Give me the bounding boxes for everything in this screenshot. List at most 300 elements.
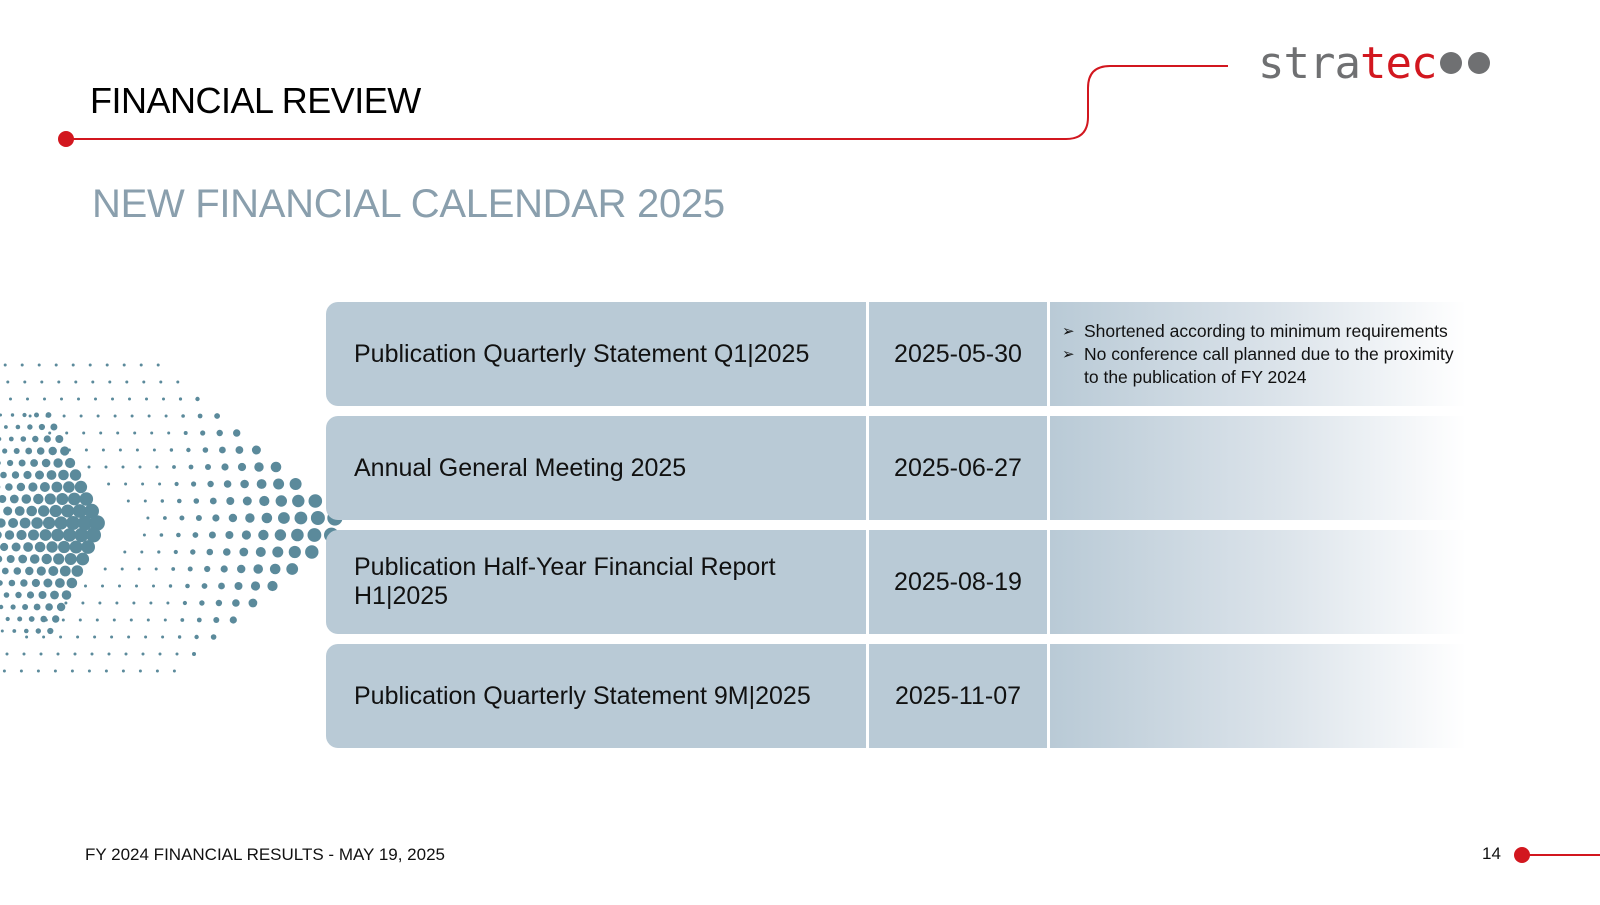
decorative-dot xyxy=(139,670,142,673)
decorative-dot xyxy=(29,616,35,622)
decorative-dot xyxy=(111,398,114,401)
decorative-dot xyxy=(200,430,205,435)
decorative-dot xyxy=(94,398,97,401)
decorative-dot xyxy=(199,600,204,605)
decorative-dot xyxy=(160,533,164,537)
decorative-dot xyxy=(192,652,196,656)
decorative-dot xyxy=(38,505,49,516)
note-text: Shortened according to minimum requirements xyxy=(1084,321,1448,341)
decorative-dot xyxy=(0,414,2,417)
decorative-dot xyxy=(205,464,211,470)
decorative-dot xyxy=(190,549,195,554)
decorative-dot xyxy=(71,670,74,673)
note-item xyxy=(1062,320,1466,343)
decorative-dot xyxy=(3,507,12,516)
decorative-dot xyxy=(123,551,126,554)
decorative-dot xyxy=(33,494,43,504)
decorative-dot xyxy=(140,364,143,367)
decorative-dot xyxy=(64,602,67,605)
decorative-dot xyxy=(237,565,245,573)
decorative-dot xyxy=(20,670,23,673)
decorative-dot xyxy=(254,462,263,471)
decorative-dot xyxy=(159,653,162,656)
decorative-dot xyxy=(61,505,74,518)
arrowhead-bullet-icon: ➢ xyxy=(1062,346,1075,363)
decorative-dot xyxy=(22,413,26,417)
decorative-dot xyxy=(184,431,188,435)
decorative-dot xyxy=(150,432,153,435)
decorative-dot xyxy=(55,364,58,367)
decorative-dot xyxy=(77,398,80,401)
decorative-dot xyxy=(308,528,322,542)
decorative-dot xyxy=(230,616,237,623)
decorative-dot xyxy=(65,553,77,565)
decorative-dot xyxy=(105,466,108,469)
decorative-dot xyxy=(12,471,19,478)
decorative-dot xyxy=(18,555,27,564)
decorative-dot xyxy=(16,425,21,430)
decorative-dot xyxy=(42,554,52,564)
decorative-dot xyxy=(217,430,223,436)
decorative-dot xyxy=(23,381,26,384)
decorative-dot xyxy=(34,413,39,418)
note-text: No conference call planned due to the proximity to the publication of FY 2024 xyxy=(1084,344,1454,387)
decorative-dot xyxy=(158,483,161,486)
decorative-dot xyxy=(143,534,146,537)
decorative-dot xyxy=(162,398,165,401)
decorative-dot xyxy=(16,530,26,540)
decorative-dot xyxy=(185,584,190,589)
decorative-dot xyxy=(40,482,50,492)
decorative-dot xyxy=(26,398,29,401)
decorative-dot xyxy=(52,482,63,493)
event-cell: Annual General Meeting 2025 xyxy=(326,416,866,520)
decorative-dot xyxy=(295,512,308,525)
decorative-dot xyxy=(35,471,44,480)
decorative-dot xyxy=(79,619,82,622)
decorative-dot xyxy=(43,398,46,401)
decorative-dot xyxy=(46,412,52,418)
decorative-dot xyxy=(193,532,199,538)
decorative-dot xyxy=(22,494,32,504)
decorative-dot xyxy=(81,602,84,605)
decorative-dot xyxy=(171,567,175,571)
decorative-dot xyxy=(93,636,96,639)
decorative-dot xyxy=(23,653,26,656)
decorative-dot xyxy=(11,413,14,416)
decorative-dot xyxy=(238,463,246,471)
decorative-dot xyxy=(209,532,216,539)
decorative-dot xyxy=(275,529,286,540)
decorative-dot xyxy=(225,531,233,539)
decorative-dot xyxy=(153,449,156,452)
decorative-dot xyxy=(37,670,40,673)
decorative-dot xyxy=(57,381,60,384)
decorative-dot xyxy=(219,447,226,454)
decorative-dot xyxy=(223,548,231,556)
decorative-dot xyxy=(195,397,199,401)
decorative-dot xyxy=(216,600,222,606)
decorative-dot xyxy=(23,471,31,479)
decorative-dot xyxy=(114,415,117,418)
decorative-dot xyxy=(40,529,52,541)
decorative-dot xyxy=(12,629,16,633)
decorative-dot xyxy=(270,564,281,575)
decorative-dot xyxy=(40,653,43,656)
decorative-dot xyxy=(17,617,22,622)
decorative-dot xyxy=(42,459,51,468)
decorative-dot xyxy=(194,635,198,639)
decorative-dot xyxy=(63,528,76,541)
decorative-dot xyxy=(0,472,7,479)
decorative-dot xyxy=(211,634,217,640)
decorative-dot xyxy=(152,585,155,588)
decorative-dot xyxy=(292,495,304,507)
decorative-dot xyxy=(138,568,141,571)
decorative-dot xyxy=(166,602,169,605)
decorative-dot xyxy=(108,381,111,384)
decorative-dot xyxy=(191,481,196,486)
decorative-dot xyxy=(239,548,248,557)
decorative-dot xyxy=(30,459,38,467)
decorative-dot xyxy=(251,581,260,590)
decorative-dot xyxy=(21,364,24,367)
decorative-dot xyxy=(204,566,210,572)
decorative-dot xyxy=(0,580,3,586)
decorative-dot xyxy=(46,541,57,552)
footer-accent-line xyxy=(1505,840,1600,870)
decorative-dot xyxy=(65,458,75,468)
decorative-dot xyxy=(127,636,130,639)
decorative-dot xyxy=(196,515,202,521)
decorative-dot xyxy=(135,585,138,588)
decorative-dot xyxy=(146,517,149,520)
decorative-dot xyxy=(121,568,124,571)
decorative-dot xyxy=(40,381,43,384)
decorative-dot xyxy=(0,460,1,465)
decorative-dot xyxy=(37,566,46,575)
decorative-dot xyxy=(131,415,134,418)
decorative-dot xyxy=(32,579,40,587)
decorative-dot xyxy=(212,514,219,521)
decorative-dot xyxy=(5,483,13,491)
decorative-dot xyxy=(39,424,45,430)
decorative-dot xyxy=(142,653,145,656)
date-cell: 2025-08-19 xyxy=(869,530,1047,634)
decorative-dot xyxy=(243,497,252,506)
decorative-dot xyxy=(233,429,240,436)
decorative-dot xyxy=(176,533,181,538)
decorative-dot xyxy=(214,413,220,419)
decorative-dot xyxy=(276,495,287,506)
decorative-dot xyxy=(70,469,81,480)
decorative-dot xyxy=(88,466,91,469)
decorative-dot xyxy=(0,495,6,503)
decorative-dot xyxy=(9,398,12,401)
decorative-dot xyxy=(164,619,167,622)
decorative-dot xyxy=(60,398,63,401)
decorative-dot xyxy=(32,436,38,442)
decorative-dot xyxy=(253,564,263,574)
decorative-dot xyxy=(259,496,269,506)
decorative-dot xyxy=(144,500,147,503)
decorative-dot xyxy=(309,494,323,508)
decorative-dot xyxy=(106,364,109,367)
decorative-dot xyxy=(99,432,102,435)
logo-text-grey: stra xyxy=(1258,37,1360,89)
decorative-dot xyxy=(173,670,176,673)
decorative-dot xyxy=(43,517,55,529)
decorative-dot xyxy=(144,636,147,639)
decorative-dot xyxy=(107,483,110,486)
decorative-dot xyxy=(37,447,45,455)
decorative-dot xyxy=(4,425,8,429)
decorative-dot xyxy=(252,446,261,455)
date-cell: 2025-06-27 xyxy=(869,416,1047,520)
decorative-dot xyxy=(0,543,8,551)
decorative-dot xyxy=(178,635,181,638)
decorative-dot xyxy=(80,415,83,418)
decorative-dot xyxy=(45,603,53,611)
decorative-dot xyxy=(157,364,160,367)
decorative-dot xyxy=(76,553,89,566)
decorative-dot xyxy=(53,553,64,564)
decorative-dot xyxy=(210,498,217,505)
decorative-dot xyxy=(110,636,113,639)
decorative-dot xyxy=(35,542,46,553)
decorative-dot xyxy=(249,599,258,608)
decorative-dot xyxy=(40,616,47,623)
date-cell: 2025-11-07 xyxy=(869,644,1047,748)
decorative-dot xyxy=(6,653,9,656)
decorative-dot xyxy=(273,479,284,490)
decorative-dot xyxy=(84,585,87,588)
decorative-dot xyxy=(291,529,304,542)
slide-title: NEW FINANCIAL CALENDAR 2025 xyxy=(92,182,725,226)
decorative-dot xyxy=(169,584,172,587)
decorative-dot xyxy=(54,670,57,673)
decorative-dot xyxy=(27,591,34,598)
decorative-dot xyxy=(36,628,41,633)
decorative-dot xyxy=(226,497,234,505)
decorative-dot xyxy=(58,470,69,481)
decorative-dot xyxy=(38,364,41,367)
decorative-dot xyxy=(213,617,219,623)
decorative-dot xyxy=(4,592,10,598)
decorative-dot xyxy=(176,653,179,656)
decorative-dot xyxy=(183,601,187,605)
logo-dot-icon xyxy=(1468,52,1490,74)
decorative-dot xyxy=(257,479,267,489)
decorative-dot xyxy=(27,424,32,429)
decorative-dot xyxy=(10,495,19,504)
notes-cell xyxy=(1050,530,1466,634)
decorative-dot xyxy=(278,512,290,524)
decorative-dot xyxy=(13,567,21,575)
decorative-dot xyxy=(62,590,72,600)
decorative-dot xyxy=(53,458,62,467)
decorative-dot xyxy=(3,670,6,673)
decorative-dot xyxy=(240,480,249,489)
decorative-dot xyxy=(139,466,142,469)
decorative-dot xyxy=(262,513,273,524)
decorative-dot xyxy=(148,415,151,418)
decorative-dot xyxy=(55,435,63,443)
decorative-dot xyxy=(272,547,283,558)
decorative-dot xyxy=(2,568,9,575)
decorative-dot xyxy=(74,381,77,384)
decorative-dot xyxy=(235,582,243,590)
decorative-dot xyxy=(58,541,70,553)
decorative-dot xyxy=(68,493,81,506)
decorative-dot xyxy=(14,448,20,454)
decorative-dot xyxy=(22,604,28,610)
decorative-dot xyxy=(181,414,185,418)
logo-text-red: tec xyxy=(1359,37,1437,89)
stratec-logo xyxy=(1258,38,1490,88)
decorative-dot xyxy=(26,506,37,517)
decorative-dot xyxy=(256,547,266,557)
decorative-dot xyxy=(207,549,214,556)
decorative-dot xyxy=(62,619,65,622)
decorative-dot xyxy=(163,516,167,520)
decorative-dot xyxy=(207,481,213,487)
decorative-dot xyxy=(72,565,84,577)
decorative-dot xyxy=(60,446,69,455)
decorative-dot xyxy=(70,541,83,554)
decorative-dot xyxy=(0,555,2,562)
decorative-dot xyxy=(5,530,14,539)
decorative-dot xyxy=(63,481,75,493)
decorative-dot xyxy=(118,585,121,588)
decorative-dot xyxy=(9,580,16,587)
decorative-dot xyxy=(119,449,122,452)
decorative-dot xyxy=(290,478,302,490)
decorative-dot xyxy=(141,483,144,486)
decorative-dot xyxy=(51,529,64,542)
decorative-dot xyxy=(42,636,45,639)
decorative-dot xyxy=(133,432,136,435)
decorative-dot xyxy=(60,566,71,577)
event-cell: Publication Quarterly Statement 9M|2025 xyxy=(326,644,866,748)
decorative-dot xyxy=(7,555,15,563)
decorative-dot xyxy=(140,551,143,554)
decorative-dot xyxy=(0,518,6,527)
decorative-dot xyxy=(34,604,41,611)
decorative-dot xyxy=(48,566,58,576)
decorative-dot xyxy=(20,518,31,529)
decorative-dot xyxy=(52,615,59,622)
decorative-dot xyxy=(0,437,1,441)
decorative-dot xyxy=(15,592,21,598)
decorative-dot xyxy=(1,630,4,633)
decorative-dot xyxy=(125,653,128,656)
decorative-dot xyxy=(167,432,170,435)
decorative-dot xyxy=(82,432,85,435)
decorative-dot xyxy=(124,483,127,486)
decorative-dot xyxy=(15,506,25,516)
decorative-dot xyxy=(30,554,40,564)
section-title: FINANCIAL REVIEW xyxy=(90,80,421,121)
decorative-dot xyxy=(12,543,21,552)
decorative-dot xyxy=(81,540,95,554)
decorative-dot xyxy=(197,618,202,623)
event-cell: Publication Quarterly Statement Q1|2025 xyxy=(326,302,866,406)
decorative-dot xyxy=(45,493,56,504)
decorative-dot xyxy=(125,381,128,384)
decorative-dot xyxy=(161,499,164,502)
decorative-dot xyxy=(104,568,107,571)
decorative-dot xyxy=(122,670,125,673)
decorative-dot xyxy=(44,435,51,442)
decorative-dot xyxy=(157,550,160,553)
decorative-dot xyxy=(31,517,43,529)
decorative-dot xyxy=(56,493,68,505)
decorative-dot xyxy=(47,470,57,480)
decorative-dot xyxy=(55,578,65,588)
decorative-dot xyxy=(29,415,32,418)
decorative-dot xyxy=(75,481,87,493)
decorative-dot xyxy=(116,432,119,435)
decorative-dot xyxy=(96,619,99,622)
decorative-dot xyxy=(180,618,184,622)
decorative-dot xyxy=(188,567,193,572)
calendar-row xyxy=(326,530,1466,634)
decorative-dot xyxy=(2,448,7,453)
decorative-dot xyxy=(43,579,52,588)
decorative-dot xyxy=(165,415,168,418)
decorative-dot xyxy=(172,465,176,469)
notes-cell xyxy=(1050,644,1466,748)
decorative-dot xyxy=(127,500,130,503)
decorative-dot xyxy=(203,447,209,453)
decorative-dot xyxy=(57,653,60,656)
decorative-dot xyxy=(132,602,135,605)
decorative-dot xyxy=(159,381,162,384)
decorative-dot xyxy=(175,482,179,486)
decorative-dot xyxy=(102,449,105,452)
decorative-dot xyxy=(25,448,32,455)
decorative-dot xyxy=(50,505,62,517)
calendar-row xyxy=(326,416,1466,520)
decorative-dot xyxy=(49,447,57,455)
decorative-dot xyxy=(123,364,126,367)
decorative-dot xyxy=(136,449,139,452)
decorative-dot xyxy=(50,591,59,600)
decorative-dot xyxy=(232,599,240,607)
decorative-dot xyxy=(115,602,118,605)
decorative-dot xyxy=(20,579,27,586)
decorative-dot xyxy=(25,567,33,575)
decorative-dot xyxy=(186,448,190,452)
decorative-dot xyxy=(63,415,66,418)
decorative-dot xyxy=(11,604,16,609)
decorative-dot xyxy=(55,516,68,529)
decorative-dot xyxy=(194,498,200,504)
decorative-dot xyxy=(57,603,65,611)
decorative-dot xyxy=(74,653,77,656)
decorative-dot xyxy=(218,583,225,590)
decorative-dot xyxy=(156,670,159,673)
decorative-dot xyxy=(48,432,51,435)
decorative-dot xyxy=(156,466,159,469)
decorative-dot xyxy=(149,602,152,605)
decorative-dot xyxy=(85,449,88,452)
decorative-dot xyxy=(17,483,25,491)
decorative-dot xyxy=(145,398,148,401)
event-cell: Publication Half-Year Financial Report H1|2025 xyxy=(326,530,866,634)
decorative-dot xyxy=(0,605,3,609)
